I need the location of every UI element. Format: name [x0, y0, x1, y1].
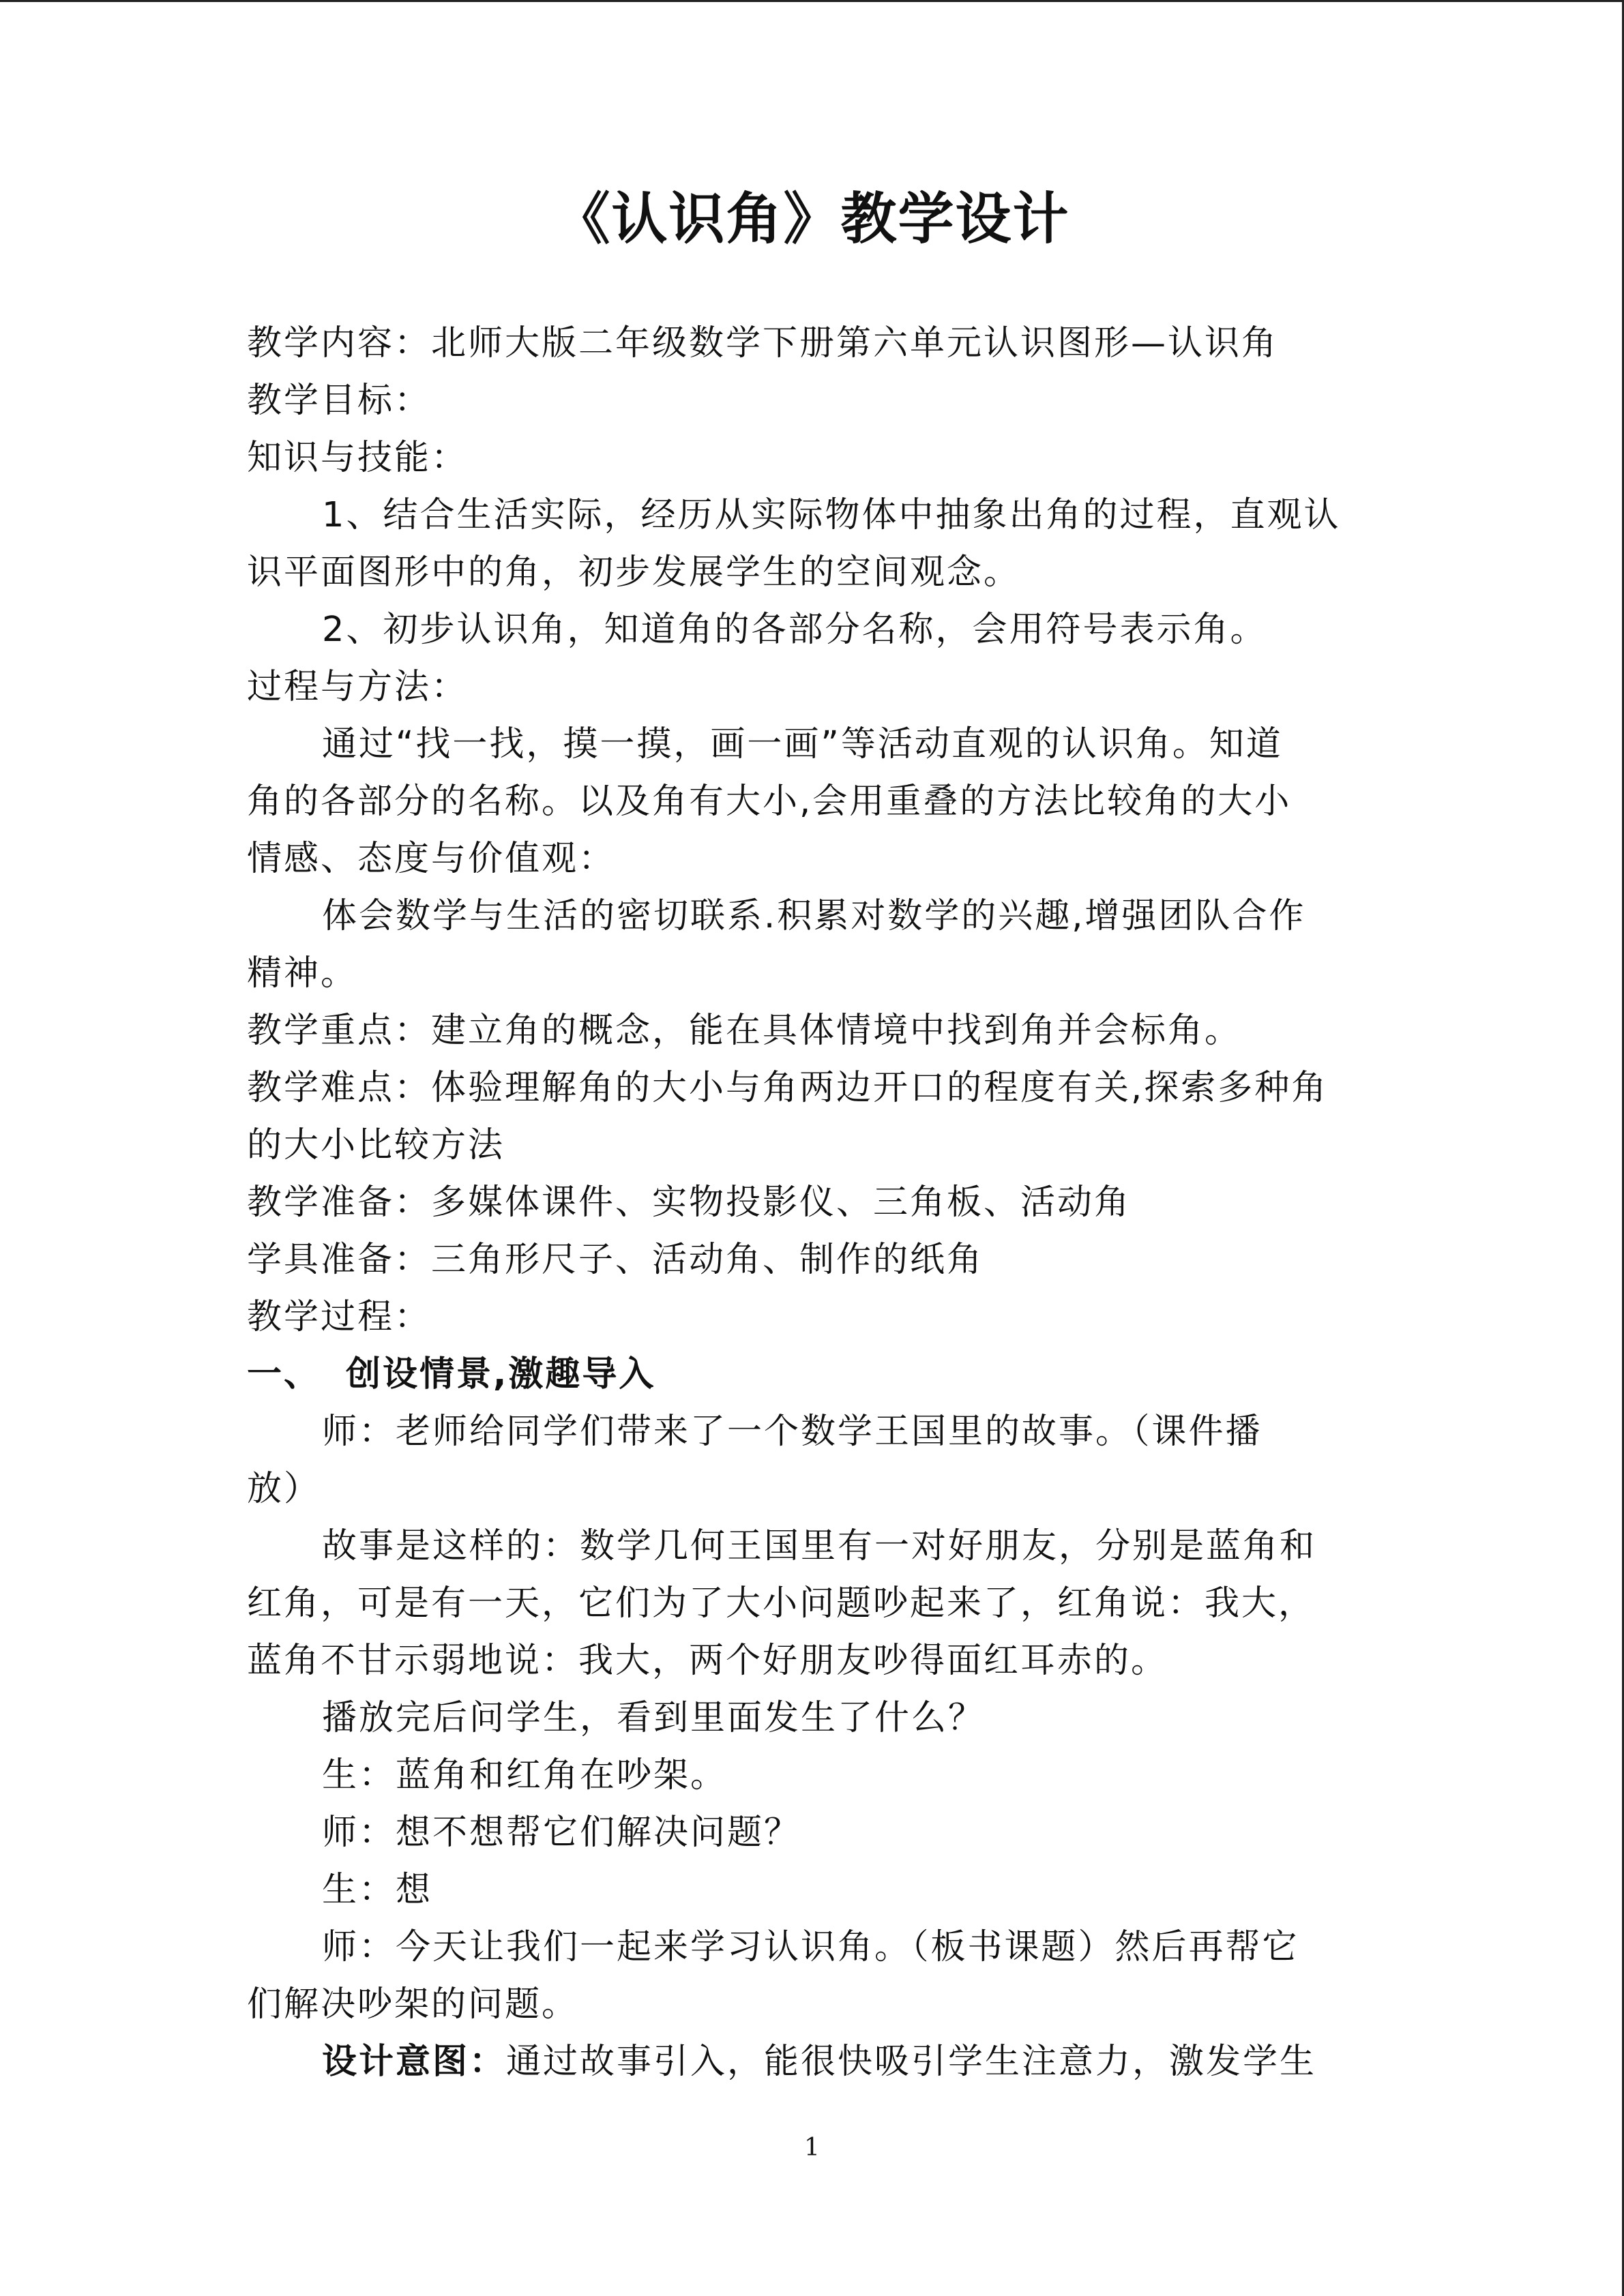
section-number: 一、 [247, 1354, 321, 1395]
line-goal-1b: 识平面图形中的角，初步发展学生的空间观念。 [247, 552, 1021, 593]
line-teaching-prep: 教学准备：多媒体课件、实物投影仪、三角板、活动角 [247, 1182, 1132, 1223]
line-process-method: 过程与方法： [247, 667, 469, 707]
line-goal-1a: 1、结合生活实际，经历从实际物体中抽象出角的过程，直观认 [322, 495, 1341, 535]
document-body [247, 315, 1379, 2091]
line-process-a: 通过“找一找，摸一摸，画一画”等活动直观的认识角。知道 [322, 724, 1283, 764]
line-goal-2: 2、初步认识角，知道角的各部分名称，会用符号表示角。 [322, 610, 1267, 650]
design-intent-text: 通过故事引入，能很快吸引学生注意力，激发学生 [506, 2042, 1317, 2082]
section-title: 创设情景,激趣导入 [346, 1354, 656, 1395]
page-number: 1 [804, 2134, 820, 2162]
line-knowledge-skills: 知识与技能： [247, 438, 469, 478]
section-heading-1 [247, 1346, 1379, 1403]
line-teacher-intro-a: 师：今天让我们一起来学习认识角。（板书课题）然后再帮它 [322, 1927, 1299, 1967]
line-teacher-question: 师：想不想帮它们解决问题？ [322, 1813, 801, 1853]
line-key-point: 教学重点：建立角的概念，能在具体情境中找到角并会标角。 [247, 1011, 1242, 1051]
line-student-answer-1: 生：蓝角和红角在吵架。 [322, 1755, 728, 1795]
line-emotion-values: 情感、态度与价值观： [247, 839, 616, 879]
line-question: 播放完后问学生，看到里面发生了什么？ [322, 1698, 986, 1738]
line-teaching-process: 教学过程： [247, 1297, 432, 1337]
line-teaching-content: 教学内容：北师大版二年级数学下册第六单元认识图形—认识角 [247, 323, 1279, 363]
line-teacher-intro-b: 们解决吵架的问题。 [247, 1984, 579, 2025]
line-student-prep: 学具准备：三角形尺子、活动角、制作的纸角 [247, 1240, 984, 1280]
line-design-intent [247, 2033, 1379, 2091]
document-title: 《认识角》教学设计 [554, 187, 1070, 252]
design-intent-label: 设计意图： [322, 2042, 507, 2082]
line-story-a: 故事是这样的：数学几何王国里有一对好朋友，分别是蓝角和 [322, 1526, 1317, 1566]
line-dialog-1b: 放） [247, 1469, 321, 1509]
line-difficulty-b: 的大小比较方法 [247, 1125, 505, 1165]
line-emotion-b: 精神。 [247, 953, 358, 994]
line-story-c: 蓝角不甘示弱地说：我大，两个好朋友吵得面红耳赤的。 [247, 1641, 1168, 1681]
line-student-answer-2: 生：想 [322, 1870, 433, 1910]
line-emotion-a: 体会数学与生活的密切联系.积累对数学的兴趣,增强团队合作 [322, 896, 1306, 936]
line-difficulty-a: 教学难点：体验理解角的大小与角两边开口的程度有关,探索多种角 [247, 1068, 1329, 1108]
line-story-b: 红角，可是有一天，它们为了大小问题吵起来了，红角说：我大， [247, 1583, 1316, 1624]
line-teaching-goals: 教学目标： [247, 381, 432, 421]
line-process-b: 角的各部分的名称。以及角有大小,会用重叠的方法比较角的大小 [247, 781, 1292, 822]
line-dialog-1a: 师：老师给同学们带来了一个数学王国里的故事。（课件播 [322, 1412, 1263, 1452]
